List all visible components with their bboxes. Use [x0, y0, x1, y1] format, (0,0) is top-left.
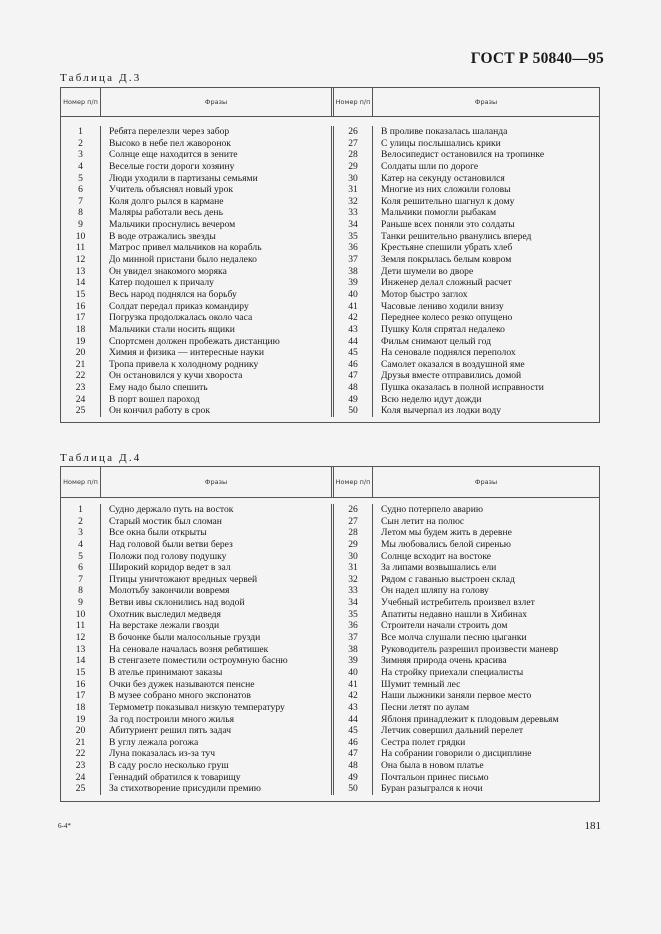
row-number: 9 [78, 597, 83, 609]
row-number: 48 [348, 382, 358, 394]
row-phrase: Всю неделю идут дожди [381, 393, 482, 405]
table-body [61, 117, 599, 422]
row-phrase: На собрании говорили о дисциплине [381, 748, 532, 760]
row-number: 34 [348, 219, 358, 231]
row-number: 50 [348, 405, 358, 417]
row-number: 36 [348, 242, 358, 254]
row-number: 12 [75, 254, 86, 266]
row-phrase: В бочонке были малосольные грузди [109, 632, 261, 644]
row-number: 27 [348, 137, 358, 149]
row-number: 31 [348, 562, 358, 574]
row-phrase: Почтальон принес письмо [381, 771, 489, 783]
header-phrases-2: Фразы [474, 478, 498, 486]
row-phrase: Он надел шляпу на голову [381, 585, 489, 597]
row-number: 47 [348, 748, 358, 760]
row-number: 46 [348, 358, 358, 370]
row-number: 38 [348, 643, 358, 655]
header-number-2: Номер п/п [331, 88, 373, 116]
row-phrase: Буран разыгрался к ночи [381, 783, 483, 795]
row-phrase: Маляры работали весь день [109, 207, 223, 219]
row-phrase: Учебный истребитель произвел взлет [381, 597, 535, 609]
row-phrase: Положи под голову подушку [109, 550, 227, 562]
row-phrase: Коля долго рылся в кармане [109, 195, 224, 207]
row-number: 25 [75, 405, 86, 417]
header-phrases: Фразы [204, 98, 228, 106]
row-phrase: За год построили много жилья [109, 713, 234, 725]
row-phrase: Коля вычерпал из лодки воду [381, 405, 502, 417]
table-body [61, 498, 599, 801]
row-phrase: Солдаты шли по дороге [381, 160, 479, 172]
row-number: 14 [75, 277, 86, 289]
row-phrase: Апатиты недавно нашли в Хибинах [381, 608, 527, 620]
row-number: 35 [348, 608, 358, 620]
row-number: 23 [75, 382, 86, 394]
row-number: 42 [348, 690, 358, 702]
row-number: 29 [348, 160, 358, 172]
row-phrase: Шумит темный лес [381, 678, 461, 690]
row-number: 24 [75, 393, 86, 405]
row-phrase: Ему надо было спешить [109, 382, 208, 394]
row-number: 2 [78, 137, 83, 149]
row-number: 28 [348, 149, 358, 161]
row-phrase: Молотьбу закончили вовремя [109, 585, 230, 597]
row-phrase: Сын летит на полюс [381, 515, 465, 527]
row-phrase: Она была в новом платье [381, 760, 484, 772]
row-number: 21 [75, 358, 86, 370]
row-phrase: В проливе показалась шаланда [381, 126, 508, 137]
phrase-column-left [101, 504, 331, 795]
row-number: 37 [348, 254, 358, 266]
row-phrase: Старый мостик был сломан [109, 515, 222, 527]
phrases-table-d4 [60, 466, 600, 802]
row-phrase: До минной пристани было недалеко [109, 254, 257, 266]
row-phrase: Друзья вместе отправились домой [381, 370, 522, 382]
row-number: 7 [78, 195, 83, 207]
row-phrase: Катер подошел к причалу [109, 277, 214, 289]
row-number: 20 [75, 725, 86, 737]
row-number: 13 [75, 643, 86, 655]
row-number: 43 [348, 323, 358, 335]
row-phrase: Широкий коридор ведет в зал [109, 562, 231, 574]
row-phrase: Мальчики стали носить ящики [109, 323, 235, 335]
row-number: 43 [348, 701, 358, 713]
row-number: 44 [348, 713, 358, 725]
row-number: 32 [348, 573, 358, 585]
row-number: 46 [348, 736, 358, 748]
number-column-right [331, 504, 373, 795]
row-phrase: Раньше всех поняли это солдаты [381, 219, 515, 231]
row-phrase: Мотор быстро заглох [381, 288, 468, 300]
row-number: 49 [348, 771, 358, 783]
row-phrase: Мальчики помогли рыбакам [381, 207, 497, 219]
row-number: 25 [75, 783, 86, 795]
row-phrase: Самолет оказался в воздушной яме [381, 358, 525, 370]
row-phrase: Все окна были открыты [109, 527, 207, 539]
row-number: 11 [75, 242, 86, 254]
row-phrase: Летом мы будем жить в деревне [381, 527, 512, 539]
row-phrase: Абитуриент решил пять задач [109, 725, 232, 737]
row-phrase: Земля покрылась белым ковром [381, 254, 512, 266]
phrase-column-right [373, 504, 599, 795]
row-phrase: Катер на секунду остановился [381, 172, 505, 184]
row-number: 47 [348, 370, 358, 382]
row-phrase: Мы любовались белой сиренью [381, 538, 511, 550]
row-number: 10 [75, 608, 86, 620]
row-phrase: Солнце еще находится в зените [109, 149, 238, 161]
row-number: 30 [348, 550, 358, 562]
row-number: 14 [75, 655, 86, 667]
row-number: 1 [78, 504, 83, 515]
phrases-table-d3 [60, 87, 600, 423]
row-phrase: Высоко в небе пел жаворонок [109, 137, 231, 149]
row-number: 6 [78, 562, 83, 574]
header-number: Номер п/п [61, 88, 101, 116]
row-number: 40 [348, 666, 358, 678]
row-phrase: Веселые гости дороги хозяину [109, 160, 235, 172]
row-number: 8 [78, 585, 83, 597]
row-number: 48 [348, 760, 358, 772]
number-column-left [61, 504, 101, 795]
row-number: 16 [75, 678, 86, 690]
row-number: 13 [75, 265, 86, 277]
row-phrase: Матрос привел мальчиков на корабль [109, 242, 262, 254]
row-phrase: Ветви ивы склонились над водой [109, 597, 245, 609]
row-phrase: Песни летят по аулам [381, 701, 470, 713]
row-phrase: В стенгазете поместили остроумную басню [109, 655, 288, 667]
row-phrase: Коля решительно шагнул к дому [381, 195, 515, 207]
row-phrase: Велосипедист остановился на тропинке [381, 149, 545, 161]
row-number: 10 [75, 230, 86, 242]
row-phrase: Он увидел знакомого моряка [109, 265, 227, 277]
row-phrase: В саду росло несколько груш [109, 760, 229, 772]
row-number: 21 [75, 736, 86, 748]
row-number: 15 [75, 666, 86, 678]
row-phrase: В воде отражались звезды [109, 230, 216, 242]
row-phrase: Мальчики проснулись вечером [109, 219, 236, 231]
row-phrase: На верстаке лежали гвозди [109, 620, 220, 632]
row-number: 4 [78, 160, 83, 172]
row-number: 37 [348, 632, 358, 644]
row-number: 18 [75, 701, 86, 713]
row-phrase: Крестьяне спешили убрать хлеб [381, 242, 513, 254]
row-phrase: Тропа привела к холодному роднику [109, 358, 259, 370]
row-phrase: Очки без дужек называются пенсне [109, 678, 255, 690]
row-phrase: Сестра полет грядки [381, 736, 466, 748]
row-phrase: Инженер делал сложный расчет [381, 277, 512, 289]
row-phrase: Погрузка продолжалась около часа [109, 312, 253, 324]
row-number: 15 [75, 288, 86, 300]
row-phrase: Рядом с гаванью выстроен склад [381, 573, 515, 585]
row-number: 41 [348, 678, 358, 690]
row-number: 7 [78, 573, 83, 585]
row-number: 26 [348, 504, 358, 515]
header-number: Номер п/п [61, 467, 101, 497]
row-phrase: Переднее колесо резко опущено [381, 312, 513, 324]
row-number: 12 [75, 632, 86, 644]
row-number: 31 [348, 184, 358, 196]
row-phrase: В углу лежала рогожа [109, 736, 199, 748]
row-phrase: Все молча слушали песню цыганки [381, 632, 527, 644]
row-phrase: Термометр показывал низкую температуру [109, 701, 285, 713]
row-number: 39 [348, 655, 358, 667]
row-phrase: Фильм снимают целый год [381, 335, 492, 347]
row-phrase: Руководитель разрешил произвести маневр [381, 643, 559, 655]
row-number: 27 [348, 515, 358, 527]
row-phrase: Геннадий обратился к товарищу [109, 771, 241, 783]
row-phrase: Многие из них сложили головы [381, 184, 511, 196]
row-phrase: Спортсмен должен пробежать дистанцию [109, 335, 280, 347]
table-caption-d4: Таблица Д.4 [60, 452, 142, 464]
row-phrase: Летчик совершил дальний перелет [381, 725, 524, 737]
header-phrases-2: Фразы [474, 98, 498, 106]
row-number: 16 [75, 300, 86, 312]
row-number: 3 [78, 527, 83, 539]
row-number: 24 [75, 771, 86, 783]
row-phrase: Зимняя природа очень красива [381, 655, 507, 667]
row-phrase: Люди уходили в партизаны семьями [109, 172, 258, 184]
row-phrase: Пушка оказалась в полной исправности [381, 382, 544, 394]
row-number: 19 [75, 335, 86, 347]
page-number: 181 [584, 820, 601, 832]
row-number: 8 [78, 207, 83, 219]
phrase-column-left [101, 126, 331, 417]
row-phrase: В ателье принимают заказы [109, 666, 223, 678]
row-number: 32 [348, 195, 358, 207]
row-phrase: Строители начали строить дом [381, 620, 508, 632]
row-number: 22 [75, 748, 86, 760]
row-phrase: На стройку приехали специалисты [381, 666, 524, 678]
number-column-right [331, 126, 373, 417]
row-phrase: Учитель объяснял новый урок [109, 184, 234, 196]
row-number: 3 [78, 149, 83, 161]
row-number: 45 [348, 347, 358, 359]
table-caption-d3: Таблица Д.3 [60, 72, 142, 84]
row-number: 49 [348, 393, 358, 405]
row-number: 22 [75, 370, 86, 382]
row-number: 45 [348, 725, 358, 737]
header-number-2: Номер п/п [331, 467, 373, 497]
row-phrase: Солнце всходит на востоке [381, 550, 492, 562]
standard-code: ГОСТ Р 50840—95 [470, 50, 604, 67]
row-number: 42 [348, 312, 358, 324]
row-number: 4 [78, 538, 83, 550]
row-phrase: С улицы послышались крики [381, 137, 501, 149]
row-number: 1 [78, 126, 83, 137]
row-number: 33 [348, 585, 358, 597]
row-number: 18 [75, 323, 86, 335]
row-phrase: Наши лыжники заняли первое место [381, 690, 532, 702]
row-phrase: В порт вошел пароход [109, 393, 200, 405]
row-number: 28 [348, 527, 358, 539]
row-phrase: На сеновале началась возня ребятишек [109, 643, 269, 655]
row-number: 17 [75, 312, 86, 324]
row-phrase: Химия и физика — интересные науки [109, 347, 265, 359]
row-number: 33 [348, 207, 358, 219]
row-number: 34 [348, 597, 358, 609]
row-phrase: Часовые лениво ходили внизу [381, 300, 504, 312]
row-number: 2 [78, 515, 83, 527]
row-phrase: Луна показалась из-за туч [109, 748, 216, 760]
row-number: 5 [78, 172, 83, 184]
signature-mark: 6-4* [58, 822, 71, 830]
row-phrase: За стихотворение присудили премию [109, 783, 261, 795]
row-phrase: Судно держало путь на восток [109, 504, 234, 515]
row-number: 19 [75, 713, 86, 725]
row-phrase: Ребята перелезли через забор [109, 126, 230, 137]
row-number: 40 [348, 288, 358, 300]
number-column-left [61, 126, 101, 417]
phrase-column-right [373, 126, 599, 417]
row-number: 29 [348, 538, 358, 550]
row-phrase: Птицы уничтожают вредных червей [109, 573, 258, 585]
table-header [61, 467, 599, 498]
row-number: 35 [348, 230, 358, 242]
row-number: 38 [348, 265, 358, 277]
row-phrase: Он остановился у кучи хвороста [109, 370, 243, 382]
row-number: 39 [348, 277, 358, 289]
row-phrase: Охотник выследил медведя [109, 608, 221, 620]
row-phrase: Пушку Коля спрятал недалеко [381, 323, 505, 335]
row-number: 20 [75, 347, 86, 359]
row-phrase: Над головой были ветви берез [109, 538, 233, 550]
row-number: 26 [348, 126, 358, 137]
row-phrase: Танки решительно рванулись вперед [381, 230, 532, 242]
row-phrase: На сеновале поднялся переполох [381, 347, 516, 359]
row-phrase: Яблоня принадлежит к плодовым деревьям [381, 713, 559, 725]
row-number: 5 [78, 550, 83, 562]
row-number: 11 [75, 620, 86, 632]
row-phrase: Судно потерпело аварию [381, 504, 484, 515]
row-phrase: В музее собрано много экспонатов [109, 690, 251, 702]
row-phrase: Весь народ поднялся на борьбу [109, 288, 237, 300]
row-phrase: Дети шумели во дворе [381, 265, 474, 277]
row-number: 23 [75, 760, 86, 772]
header-phrases: Фразы [204, 478, 228, 486]
table-header [61, 88, 599, 117]
row-phrase: Он кончил работу в срок [109, 405, 211, 417]
row-number: 36 [348, 620, 358, 632]
row-number: 44 [348, 335, 358, 347]
row-number: 30 [348, 172, 358, 184]
row-number: 9 [78, 219, 83, 231]
row-phrase: Солдат передал приказ командиру [109, 300, 249, 312]
row-number: 17 [75, 690, 86, 702]
row-number: 6 [78, 184, 83, 196]
row-number: 50 [348, 783, 358, 795]
row-number: 41 [348, 300, 358, 312]
row-phrase: За липами возвышались ели [381, 562, 497, 574]
